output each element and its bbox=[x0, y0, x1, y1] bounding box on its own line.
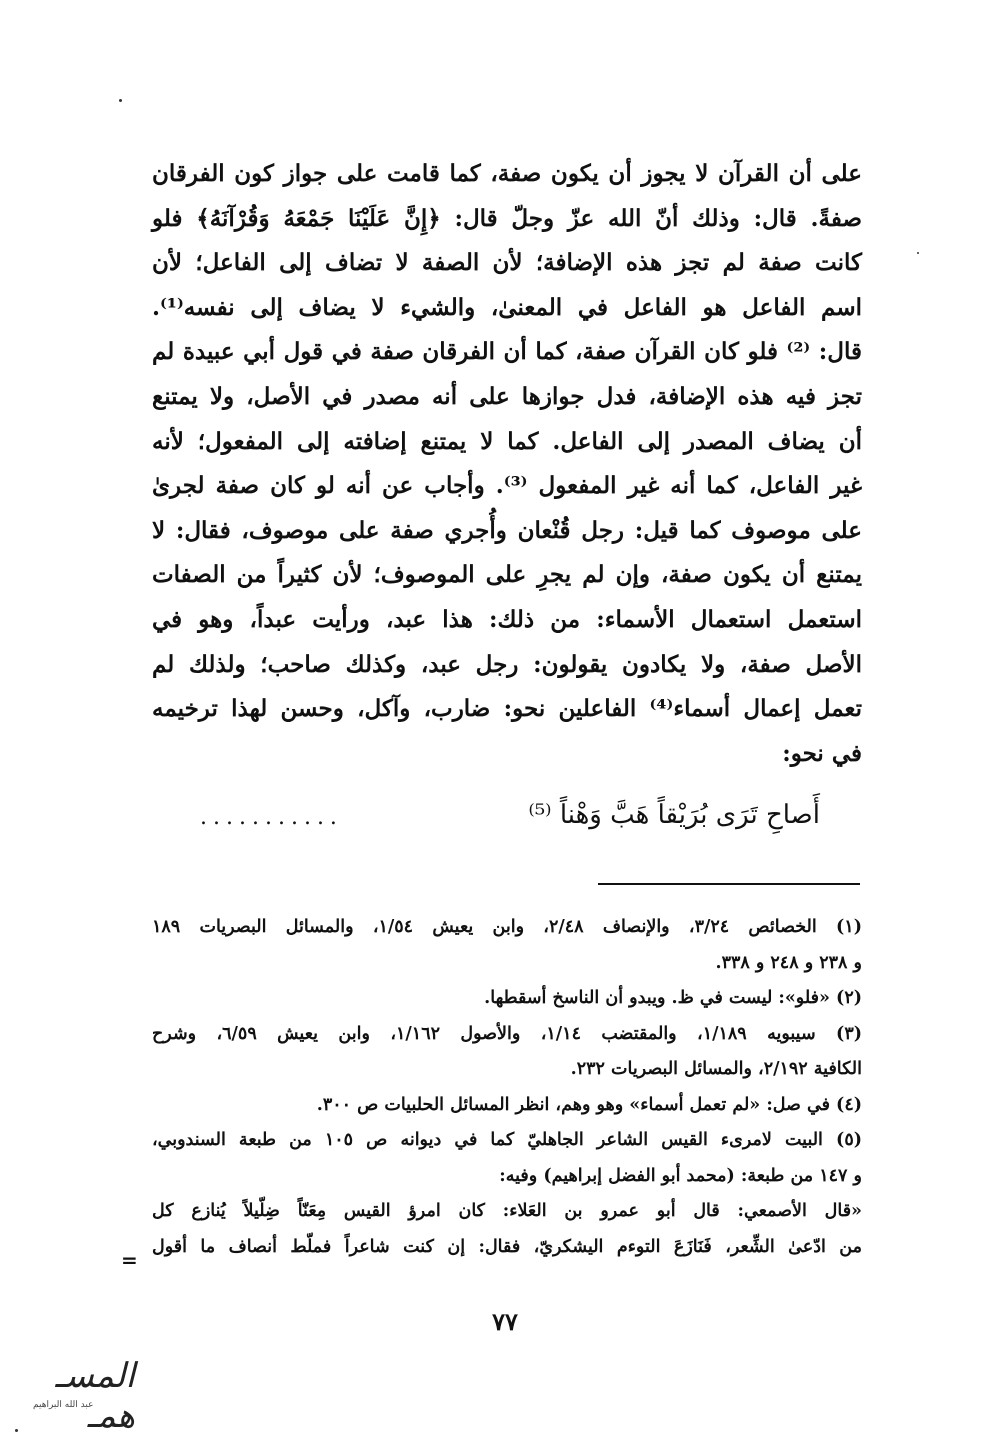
main-text-line: على أن القرآن لا يجوز أن يكون صفة، كما قامت على جواز كون الفرقان bbox=[152, 160, 863, 187]
verse-quotation bbox=[200, 790, 840, 840]
stamp-calligraphy: المسـ همـ bbox=[55, 1356, 135, 1436]
main-text-line: اسم الفاعل هو الفاعل في المعنىٰ، والشيء لا يضاف إلى نفسه⁽¹⁾. bbox=[152, 293, 862, 321]
scan-speck bbox=[119, 99, 122, 102]
verse-text: أَصاحِ تَرَى بُرَيْقاً هَبَّ وَهْناً ⁽⁵⁾ bbox=[528, 800, 820, 830]
footnote-line: (٤) في صل: «لم تعمل أسماء» وهو وهم، انظر المسائل الحلبيات ص ٣٠٠. bbox=[316, 1094, 862, 1115]
continuation-mark: = bbox=[121, 1248, 138, 1272]
footnotes-block bbox=[152, 910, 862, 1265]
footnote-line: (١) الخصائص ٣/٢٤، والإنصاف ٢/٤٨، وابن يعيش ١/٥٤، والمسائل البصريات ١٨٩ bbox=[152, 917, 862, 937]
footnote-line: (٥) البيت لامرىء القيس الشاعر الجاهليّ كما في ديوانه ص ١٠٥ من طبعة السندوبي، bbox=[152, 1130, 862, 1150]
footnote-line: (٢) «فلو»: ليست في ظ. ويبدو أن الناسخ أسقطها. bbox=[484, 988, 862, 1008]
main-text-line: أن يضاف المصدر إلى الفاعل. كما لا يمتنع إضافته إلى المفعول؛ لأنه bbox=[152, 427, 862, 455]
page-number: ٧٧ bbox=[492, 1307, 518, 1336]
main-text-line: كانت صفة لم تجز هذه الإضافة؛ لأن الصفة لا تضاف إلى الفاعل؛ لأن bbox=[152, 249, 862, 277]
main-text-line: تجز فيه هذه الإضافة، فدل جوازها على أنه مصدر في الأصل، ولا يمتنع bbox=[152, 382, 862, 410]
main-text-line: في نحو: bbox=[782, 739, 862, 767]
footnote-line: من ادّعىٰ الشِّعر، فَنَازَعَ التوءم اليشكريّ، فقال: إن كنت شاعراً فملّط أنصاف ما أقول bbox=[152, 1236, 862, 1257]
scan-speck bbox=[15, 1429, 18, 1432]
main-text-line: استعمل استعمال الأسماء: من ذلك: هذا عبد، ورأيت عبداً، وهو في bbox=[152, 605, 862, 633]
verse-ellipsis: ........... bbox=[200, 805, 343, 830]
library-stamp-logo bbox=[5, 1352, 135, 1436]
footnote-line: «قال الأصمعي: قال أبو عمرو بن العَلاء: كان امرؤ القيس مِعَنّاً ضِلّيلاً يُنازع كل bbox=[152, 1201, 862, 1221]
footnote-line: (٣) سيبويه ١/١٨٩، والمقتضب ١/١٤، والأصول ١/١٦٢، وابن يعيش ٦/٥٩، وشرح bbox=[152, 1023, 862, 1044]
main-text-line: الأصل صفة، ولا يكادون يقولون: رجل عبد، وكذلك صاحب؛ ولذلك لم bbox=[152, 650, 862, 678]
footnote-line: الكافية ٢/١٩٢، والمسائل البصريات ٢٣٢. bbox=[570, 1059, 862, 1079]
main-text-line: على موصوف كما قيل: رجل قُنْعان وأُجري صفة على موصوف، فقال: لا bbox=[152, 516, 862, 544]
footnote-line: و ٢٣٨ و ٢٤٨ و ٣٣٨. bbox=[715, 952, 862, 973]
main-text-line: قال: ⁽²⁾ فلو كان القرآن صفة، كما أن الفرقان صفة في قول أبي عبيدة لم bbox=[152, 338, 863, 366]
scan-speck bbox=[917, 252, 919, 254]
stamp-subtext: عبد الله البراهيم bbox=[33, 1400, 94, 1410]
footnote-separator-rule bbox=[598, 883, 860, 885]
main-text-block bbox=[152, 152, 862, 776]
main-text-line: صفةً. قال: وذلك أنّ الله عزّ وجلّ قال: ﴿إِنَّ عَلَيْنَا جَمْعَهُ وَقُرْآنَهُ﴾ فلو bbox=[152, 204, 862, 232]
main-text-line: تعمل إعمال أسماء⁽⁴⁾ الفاعلين نحو: ضارب، وآكل، وحسن لهذا ترخيمه bbox=[152, 695, 862, 723]
main-text-line: غير الفاعل، كما أنه غير المفعول ⁽³⁾. وأجاب عن أنه لو كان صفة لجرىٰ bbox=[152, 472, 862, 500]
footnote-line: و ١٤٧ من طبعة: (محمد أبو الفضل إبراهيم) وفيه: bbox=[499, 1165, 862, 1186]
main-text-line: يمتنع أن يكون صفة، وإن لم يجرِ على الموصوف؛ لأن كثيراً من الصفات bbox=[152, 561, 862, 589]
